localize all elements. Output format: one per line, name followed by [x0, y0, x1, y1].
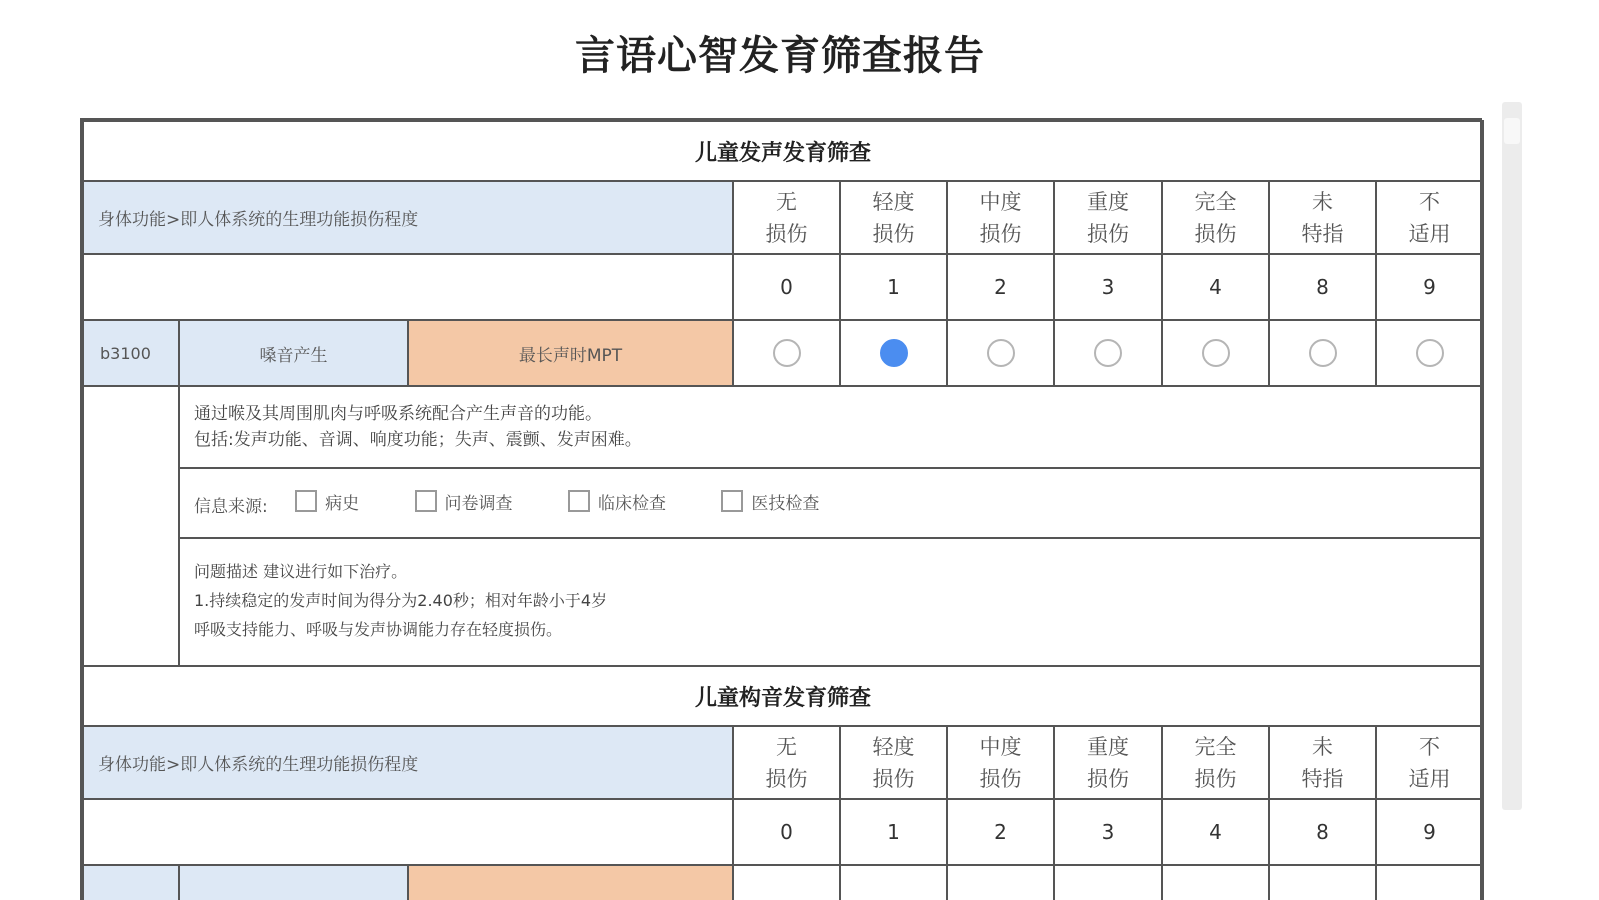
item-name: [179, 865, 408, 900]
severity-header-line1: 未: [1312, 189, 1333, 214]
severity-header-line1: 中度: [979, 189, 1022, 214]
severity-header-line2: 损伤: [979, 766, 1022, 791]
severity-header: [1376, 181, 1483, 254]
severity-header: [840, 726, 947, 799]
severity-header-line2: 损伤: [1087, 766, 1129, 791]
severity-header-line2: 损伤: [1087, 221, 1129, 246]
source-option-medical-tech-exam[interactable]: [721, 489, 819, 514]
severity-code: 1: [840, 254, 947, 320]
severity-radio-1[interactable]: [880, 339, 908, 367]
note-line: 问题描述 建议进行如下治疗。: [194, 562, 408, 581]
severity-code: 2: [947, 254, 1054, 320]
severity-code: 8: [1269, 799, 1376, 865]
severity-header-line1: 完全: [1194, 189, 1237, 214]
section-title: 儿童发声发育筛查: [83, 121, 1483, 181]
item-code: [83, 865, 179, 900]
severity-radio-4[interactable]: [1202, 339, 1230, 367]
source-option-questionnaire[interactable]: [415, 489, 513, 514]
severity-header-line1: 完全: [1194, 734, 1237, 759]
source-option-history[interactable]: [295, 489, 359, 514]
severity-radio-cell: [840, 320, 947, 386]
severity-code: 9: [1376, 799, 1483, 865]
severity-radio-cell: [947, 320, 1054, 386]
item-code: b3100: [83, 320, 179, 386]
category-label: 身体功能>即人体系统的生理功能损伤程度: [83, 181, 733, 254]
severity-radio-0[interactable]: [773, 339, 801, 367]
checkbox-label: 病史: [325, 493, 360, 514]
severity-radio-cell: [1162, 320, 1269, 386]
severity-header: [1162, 181, 1269, 254]
severity-radio-cell: [1269, 865, 1376, 900]
severity-code: 8: [1269, 254, 1376, 320]
severity-radio-cell: [733, 320, 840, 386]
severity-header-line1: 轻度: [872, 189, 915, 214]
severity-header-line2: 适用: [1408, 221, 1451, 246]
description-line: 包括:发声功能、音调、响度功能；失声、震颤、发声困难。: [194, 430, 642, 450]
vertical-scrollbar[interactable]: [1502, 102, 1522, 810]
severity-radio-cell: [1054, 865, 1162, 900]
severity-radio-2[interactable]: [987, 339, 1015, 367]
checkbox[interactable]: [415, 490, 437, 512]
checkbox-label: 医技检查: [751, 493, 820, 514]
checkbox[interactable]: [721, 490, 743, 512]
severity-header-line1: 不: [1419, 734, 1441, 759]
severity-code: 9: [1376, 254, 1483, 320]
severity-header-line2: 损伤: [872, 221, 915, 246]
severity-header-line1: 重度: [1087, 734, 1129, 759]
checkbox[interactable]: [568, 490, 590, 512]
section-title: 儿童构音发育筛查: [83, 666, 1483, 726]
code-row-spacer: [83, 799, 733, 865]
severity-radio-9[interactable]: [1416, 339, 1444, 367]
severity-radio-cell: [1269, 320, 1376, 386]
severity-header: [1054, 726, 1162, 799]
severity-header: [840, 181, 947, 254]
severity-radio-cell: [1376, 865, 1483, 900]
note-line: 呼吸支持能力、呼吸与发声协调能力存在轻度损伤。: [194, 620, 563, 639]
note-line: 1.持续稳定的发声时间为得分为2.40秒；相对年龄小于4岁: [194, 591, 608, 610]
scrollbar-thumb[interactable]: [1504, 118, 1520, 144]
severity-header: [947, 181, 1054, 254]
severity-header-line1: 无: [776, 189, 797, 214]
severity-header-line2: 损伤: [1194, 221, 1237, 246]
severity-header-line1: 不: [1419, 189, 1441, 214]
info-source: [179, 468, 1483, 538]
severity-header: [1376, 726, 1483, 799]
severity-radio-cell: [1376, 320, 1483, 386]
severity-header: [947, 726, 1054, 799]
description-line: 通过喉及其周围肌肉与呼吸系统配合产生声音的功能。: [194, 404, 602, 424]
severity-code: 0: [733, 799, 840, 865]
checkbox-label: 临床检查: [597, 493, 666, 514]
severity-header: [1054, 181, 1162, 254]
severity-header-line1: 重度: [1087, 189, 1129, 214]
severity-header-line2: 适用: [1408, 766, 1451, 791]
severity-code: 1: [840, 799, 947, 865]
severity-radio-3[interactable]: [1094, 339, 1122, 367]
severity-header: [1269, 181, 1376, 254]
severity-code: 4: [1162, 254, 1269, 320]
code-row-spacer: [83, 254, 733, 320]
severity-code: 2: [947, 799, 1054, 865]
problem-notes: [179, 538, 1483, 666]
severity-radio-cell: [1162, 865, 1269, 900]
severity-header-line2: 损伤: [979, 221, 1022, 246]
severity-header: [1162, 726, 1269, 799]
severity-radio-cell: [947, 865, 1054, 900]
severity-radio-8[interactable]: [1309, 339, 1337, 367]
severity-header-line2: 损伤: [765, 766, 808, 791]
severity-header-line2: 损伤: [765, 221, 808, 246]
severity-code: 3: [1054, 254, 1162, 320]
severity-header-line2: 特指: [1301, 221, 1344, 246]
severity-header: [733, 181, 840, 254]
severity-code: 3: [1054, 799, 1162, 865]
severity-header: [1269, 726, 1376, 799]
severity-header-line1: 无: [776, 734, 797, 759]
severity-header: [733, 726, 840, 799]
severity-header-line2: 特指: [1301, 766, 1344, 791]
severity-radio-cell: [733, 865, 840, 900]
source-option-clinical-exam[interactable]: [568, 489, 666, 514]
report-table: [80, 118, 1482, 900]
item-name: 嗓音产生: [179, 320, 408, 386]
category-label: 身体功能>即人体系统的生理功能损伤程度: [83, 726, 733, 799]
page-title: 言语心智发育筛查报告: [575, 33, 985, 79]
severity-header-line1: 轻度: [872, 734, 915, 759]
checkbox-label: 问卷调查: [444, 493, 513, 514]
checkbox[interactable]: [295, 490, 317, 512]
severity-code: 0: [733, 254, 840, 320]
severity-header-line1: 未: [1312, 734, 1333, 759]
severity-header-line2: 损伤: [872, 766, 915, 791]
severity-radio-cell: [840, 865, 947, 900]
severity-radio-cell: [1054, 320, 1162, 386]
severity-code: 4: [1162, 799, 1269, 865]
indent-cell: [83, 386, 179, 666]
info-source-label: 信息来源:: [194, 497, 268, 518]
severity-header-line2: 损伤: [1194, 766, 1237, 791]
severity-header-line1: 中度: [979, 734, 1022, 759]
item-test: 最长声时MPT: [408, 320, 733, 386]
item-description: [179, 386, 1483, 468]
item-test: [408, 865, 733, 900]
